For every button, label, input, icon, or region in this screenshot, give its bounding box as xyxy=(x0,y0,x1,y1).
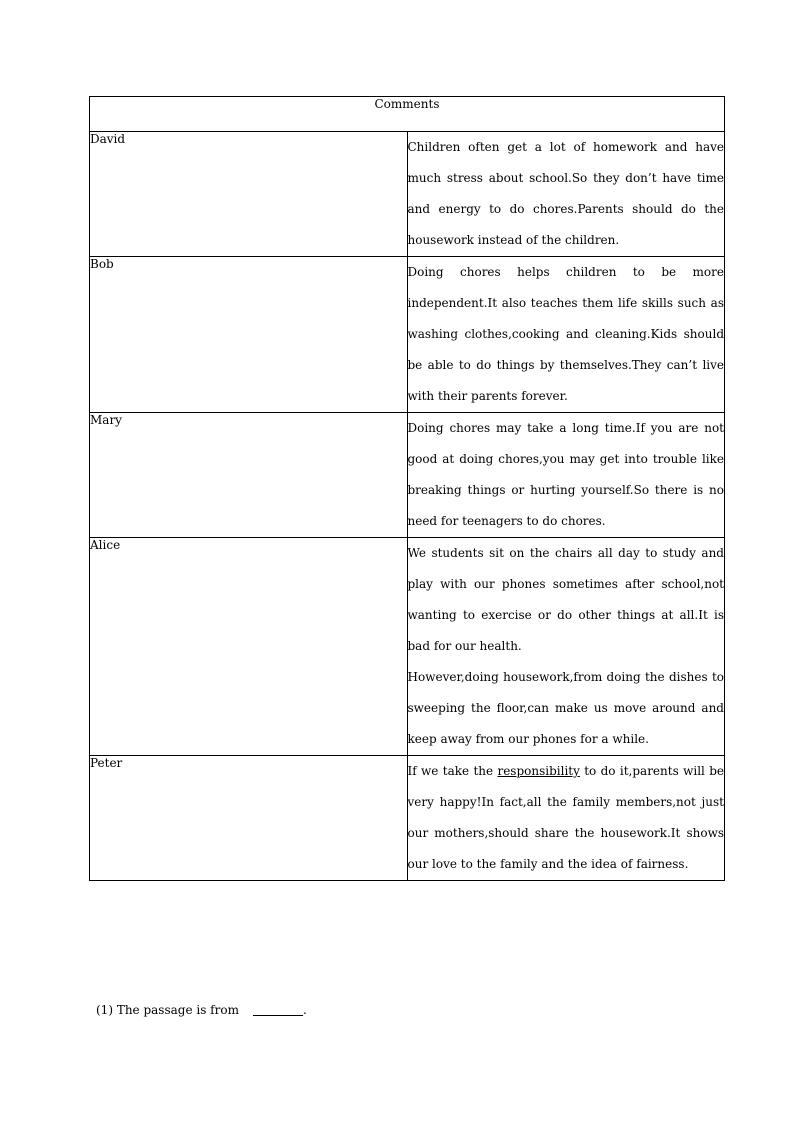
question-text: (1) The passage is from xyxy=(96,1003,239,1017)
comment-text xyxy=(407,538,725,756)
commenter-name: Mary xyxy=(90,413,408,538)
commenter-name: Bob xyxy=(90,257,408,413)
question-1 xyxy=(96,1003,307,1017)
table-row xyxy=(90,413,725,538)
commenter-name: David xyxy=(90,132,408,257)
comment-text xyxy=(407,132,725,257)
commenter-name: Alice xyxy=(90,538,408,756)
comment-paragraph: However,doing housework,from doing the dishes to sweeping the floor,can make us move around and keep away from our phones for a while. xyxy=(407,670,724,746)
table-row xyxy=(90,756,725,881)
table-header-row xyxy=(90,97,725,132)
comments-table xyxy=(89,96,725,881)
commenter-name: Peter xyxy=(90,756,408,881)
table-row xyxy=(90,257,725,413)
table-row xyxy=(90,132,725,257)
comment-paragraph: Children often get a lot of homework and have much stress about school.So they don’t have time and energy to do chores.Parents should do the housework instead of the children. xyxy=(407,140,724,247)
comment-text-after: to do it,parents will be very happy!In fact,all the family members,not just our mothers,should share the housework.It shows our love to the family and the idea of fairness. xyxy=(407,764,724,871)
underlined-word: responsibility xyxy=(497,764,580,778)
question-end: . xyxy=(302,1003,307,1017)
answer-blank[interactable] xyxy=(253,1003,303,1016)
comments-sheet xyxy=(89,96,725,881)
comment-text xyxy=(407,756,725,881)
comment-text xyxy=(407,413,725,538)
comment-paragraph: Doing chores helps children to be more independent.It also teaches them life skills such as washing clothes,cooking and cleaning.Kids should be able to do things by themselves.They can’t live with their parents forever. xyxy=(407,265,724,403)
comment-paragraph: Doing chores may take a long time.If you are not good at doing chores,you may get into trouble like breaking things or hurting yourself.So there is no need for teenagers to do chores. xyxy=(407,421,724,528)
table-header: Comments xyxy=(90,97,725,132)
comment-paragraph: We students sit on the chairs all day to study and play with our phones sometimes after school,not wanting to exercise or do other things at all.It is bad for our health. xyxy=(407,546,724,653)
table-row xyxy=(90,538,725,756)
comment-text-before: If we take the xyxy=(407,764,498,778)
comment-text xyxy=(407,257,725,413)
